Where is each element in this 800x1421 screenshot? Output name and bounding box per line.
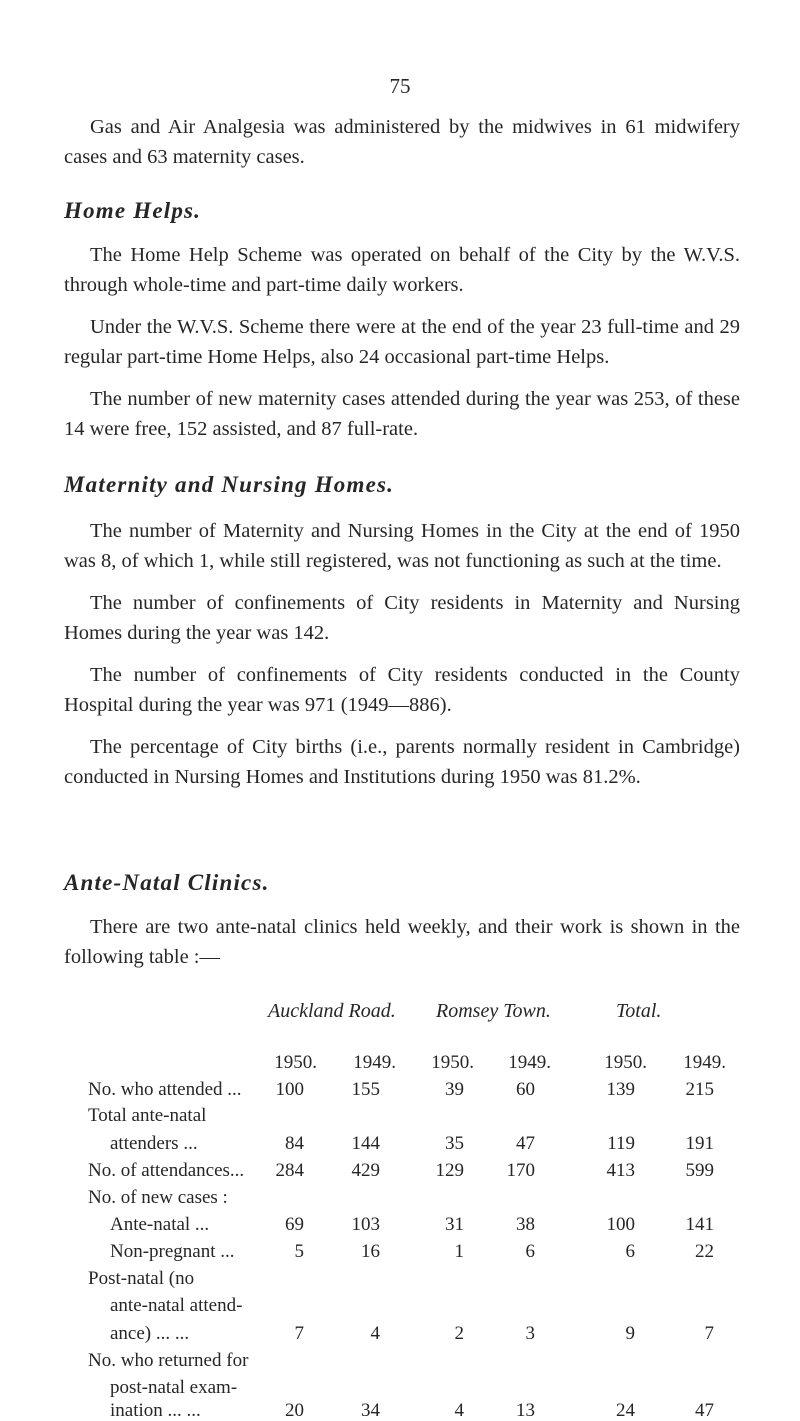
table-cell: 2	[454, 1323, 464, 1344]
table-cell: 141	[685, 1214, 714, 1235]
group-header-total: Total.	[616, 1000, 662, 1022]
table-cell: 7	[704, 1323, 714, 1344]
table-cell: 31	[445, 1214, 464, 1235]
table-cell: 84	[285, 1133, 304, 1154]
year-header: 1950.	[431, 1052, 474, 1073]
row-label: Non-pregnant ...	[110, 1241, 235, 1262]
paragraph: The percentage of City births (i.e., parents normally resident in Cambridge) conducted in Nursing Homes and Institutions during 1950 was 81.2%.	[64, 736, 740, 788]
paragraph: Under the W.V.S. Scheme there were at the end of the year 23 full-time and 29 regular part-time Home Helps, also 24 occasional part-time Helps.	[64, 316, 740, 368]
group-header-auckland-road: Auckland Road.	[268, 1000, 396, 1022]
table-cell: 4	[454, 1400, 464, 1421]
table-cell: 3	[525, 1323, 535, 1344]
table-cell: 100	[275, 1079, 304, 1100]
year-header: 1949.	[683, 1052, 726, 1073]
row-label: ance) ... ...	[110, 1323, 190, 1344]
table-cell: 38	[516, 1214, 535, 1235]
table-cell: 69	[285, 1214, 304, 1235]
table-cell: 7	[294, 1323, 304, 1344]
table-cell: 60	[516, 1079, 535, 1100]
table-cell: 47	[516, 1133, 535, 1154]
year-header: 1949.	[353, 1052, 396, 1073]
row-label: No. of new cases :	[88, 1187, 228, 1208]
row-label: Post-natal (no	[88, 1268, 195, 1289]
row-label: ination ... ...	[110, 1400, 201, 1421]
heading-ante-natal-clinics: Ante-Natal Clinics.	[64, 870, 270, 895]
paragraph: The number of new maternity cases attended during the year was 253, of these 14 were free, 152 assisted, and 87 full-rate.	[64, 388, 740, 440]
paragraph: There are two ante-natal clinics held weekly, and their work is shown in the following table :—	[64, 916, 740, 968]
table-cell: 4	[370, 1323, 380, 1344]
table-cell: 119	[607, 1133, 635, 1154]
table-cell: 13	[516, 1400, 535, 1421]
table-cell: 103	[351, 1214, 380, 1235]
row-label: Total ante-natal	[88, 1105, 207, 1126]
table-cell: 139	[606, 1079, 635, 1100]
table-cell: 413	[606, 1160, 635, 1181]
intro-paragraph	[64, 112, 740, 172]
row-label: Ante-natal ...	[110, 1214, 210, 1235]
table-cell: 1	[454, 1241, 464, 1262]
table-cell: 144	[351, 1133, 380, 1154]
table-cell: 22	[695, 1241, 714, 1262]
table-cell: 24	[616, 1400, 635, 1421]
year-header: 1949.	[508, 1052, 551, 1073]
table-cell: 284	[275, 1160, 304, 1181]
row-label: No. who attended ...	[88, 1079, 242, 1100]
table-cell: 191	[685, 1133, 714, 1154]
table-cell: 599	[685, 1160, 714, 1181]
table-cell: 20	[285, 1400, 304, 1421]
table-cell: 16	[361, 1241, 380, 1262]
table-cell: 34	[361, 1400, 380, 1421]
table-cell: 6	[525, 1241, 535, 1262]
paragraph: Gas and Air Analgesia was administered by the midwives in 61 midwifery cases and 63 maternity cases.	[64, 116, 740, 168]
table-cell: 100	[606, 1214, 635, 1235]
year-header: 1950.	[604, 1052, 647, 1073]
paragraph: The Home Help Scheme was operated on behalf of the City by the W.V.S. through whole-time and part-time daily workers.	[64, 244, 740, 296]
heading-home-helps: Home Helps.	[64, 198, 202, 223]
table-cell: 39	[445, 1079, 464, 1100]
maternity-homes-body	[64, 516, 740, 792]
table-cell: 155	[351, 1079, 380, 1100]
table-cell: 215	[685, 1079, 714, 1100]
group-header-romsey-town: Romsey Town.	[436, 1000, 551, 1022]
table-cell: 9	[625, 1323, 635, 1344]
table-cell: 6	[625, 1241, 635, 1262]
home-helps-body	[64, 240, 740, 444]
table-cell: 47	[695, 1400, 714, 1421]
table-cell: 5	[294, 1241, 304, 1262]
table-cell: 170	[506, 1160, 535, 1181]
row-label: attenders ...	[110, 1133, 198, 1154]
row-label: No. of attendances...	[88, 1160, 245, 1181]
paragraph: The number of confinements of City residents in Maternity and Nursing Homes during the year was 142.	[64, 592, 740, 644]
table-cell: 35	[445, 1133, 464, 1154]
ante-natal-body	[64, 912, 740, 972]
row-label: No. who returned for	[88, 1350, 249, 1371]
row-label: ante-natal attend-	[110, 1295, 243, 1316]
paragraph: The number of confinements of City residents conducted in the County Hospital during the year was 971 (1949—886).	[64, 664, 740, 716]
table-cell: 129	[435, 1160, 464, 1181]
heading-maternity-nursing-homes: Maternity and Nursing Homes.	[64, 472, 395, 497]
paragraph: The number of Maternity and Nursing Homes in the City at the end of 1950 was 8, of which 1, while still registered, was not functioning as such at the time.	[64, 520, 740, 572]
row-label: post-natal exam-	[110, 1377, 238, 1398]
table-cell: 429	[351, 1160, 380, 1181]
year-header: 1950.	[274, 1052, 317, 1073]
page-number: 75	[389, 74, 411, 98]
